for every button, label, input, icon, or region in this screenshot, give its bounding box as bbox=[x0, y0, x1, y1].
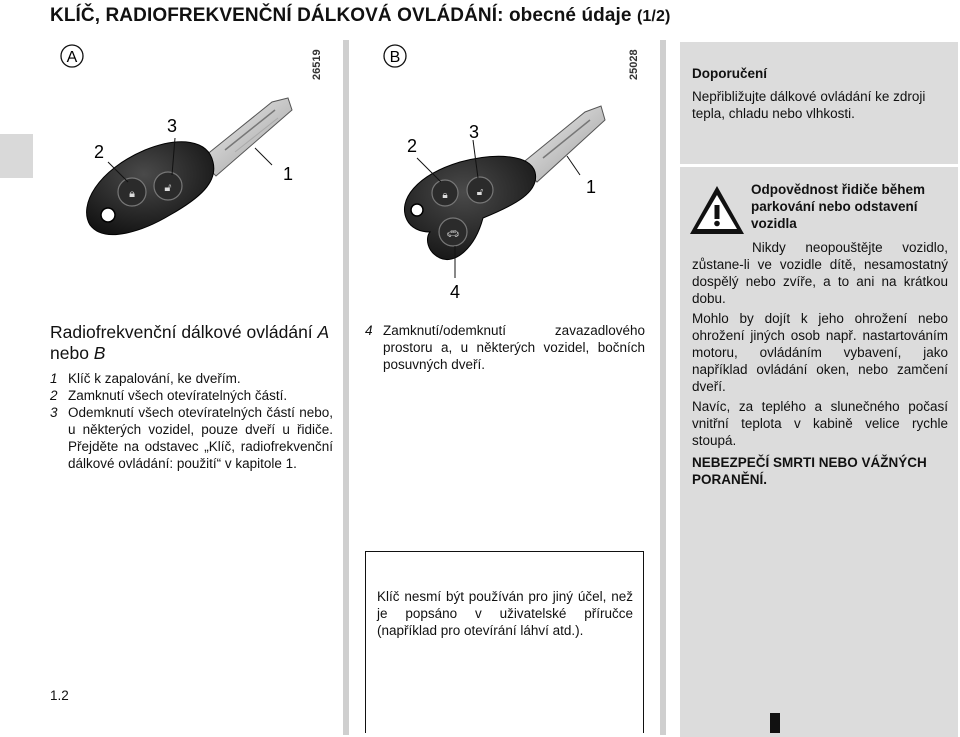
figure-key-a bbox=[50, 40, 350, 305]
figure-letter: B bbox=[389, 49, 401, 66]
list-item bbox=[50, 387, 333, 404]
callout-2: 2 bbox=[406, 136, 418, 156]
page-number: 1.2 bbox=[50, 688, 69, 703]
end-marker bbox=[770, 713, 780, 733]
svg-text:🔒︎: 🔒︎ bbox=[129, 187, 135, 200]
warning-danger: NEBEZPEČÍ SMRTI NEBO VÁŽNÝCH PORANĚNÍ. bbox=[692, 455, 927, 487]
warning-paragraph: Mohlo by dojít k jeho ohrožení nebo ohrožení jiných osob např. nastartováním motoru, ovládáním vybavení, jako například ovládání oken, nebo zamčení dveří. bbox=[692, 311, 948, 394]
heading-letter-a: A bbox=[317, 322, 330, 342]
figure-code: 26519 bbox=[311, 49, 323, 80]
page-of: (1/2) bbox=[636, 8, 671, 25]
legend-list-a bbox=[50, 370, 333, 472]
callout-3: 3 bbox=[468, 122, 480, 142]
item-text: Klíč k zapalování, ke dveřím. bbox=[68, 371, 241, 386]
recommendation-text: Nepřibližujte dálkové ovládání ke zdroji tepla, chladu nebo vlhkosti. bbox=[692, 89, 926, 121]
note-box bbox=[365, 551, 644, 733]
callout-1: 1 bbox=[282, 164, 294, 184]
title-text: KLÍČ, RADIOFREKVENČNÍ DÁLKOVÁ OVLÁDÁNÍ: obecné údaje bbox=[50, 5, 632, 26]
warning-panel bbox=[680, 42, 958, 737]
note-text: Klíč nesmí být používán pro jiný účel, než je popsáno v uživatelské příručce (například pro otevírání láhví atd.). bbox=[377, 589, 633, 638]
legend-list-b bbox=[365, 322, 645, 373]
svg-text:🔓︎: 🔓︎ bbox=[164, 181, 172, 194]
key-ring-hole bbox=[101, 208, 115, 222]
list-item bbox=[50, 370, 333, 387]
page-title bbox=[50, 5, 670, 27]
svg-text:🔓︎: 🔓︎ bbox=[476, 187, 484, 198]
section-tab bbox=[0, 134, 33, 178]
warning-icon bbox=[687, 183, 747, 237]
callout-2: 2 bbox=[93, 142, 105, 162]
heading-text-mid: nebo bbox=[50, 343, 94, 363]
warning-paragraph: Navíc, za teplého a slunečného počasí vnitřní teplota v kabině velice rychle stoupá. bbox=[692, 399, 948, 448]
key-fob-body bbox=[404, 156, 535, 259]
heading-text: Radiofrekvenční dálkové ovládání bbox=[50, 322, 318, 342]
item-number: 4 bbox=[365, 323, 373, 338]
figure-code: 25028 bbox=[628, 49, 640, 80]
callout-1: 1 bbox=[585, 177, 597, 197]
warning-title: Odpovědnost řidiče během parkování nebo odstavení vozidla bbox=[751, 182, 926, 231]
svg-text:🔒︎: 🔒︎ bbox=[442, 190, 448, 201]
recommendation-title: Doporučení bbox=[692, 66, 768, 81]
item-number: 1 bbox=[50, 371, 58, 386]
item-text: Zamknutí všech otevíratelných částí. bbox=[68, 388, 288, 403]
item-text: Odemknutí všech otevíratelných částí nebo, u některých vozidel, pouze dveří u řidiče. Přejděte na odstavec „Klíč, radiofrekvenční dálkové ovládání: použití“ v kapitole 1. bbox=[68, 405, 333, 471]
key-ring-hole bbox=[411, 204, 423, 216]
item-number: 3 bbox=[50, 405, 58, 420]
callout-4: 4 bbox=[449, 282, 461, 302]
item-text: Zamknutí/odemknutí zavazadlového prostoru a, u některých vozidel, bočních posuvných dveří. bbox=[383, 323, 645, 372]
figure-key-b bbox=[365, 40, 665, 305]
item-number: 2 bbox=[50, 388, 58, 403]
figure-letter: A bbox=[66, 49, 78, 66]
callout-3: 3 bbox=[166, 116, 178, 136]
section-heading bbox=[50, 322, 330, 364]
heading-letter-b: B bbox=[93, 343, 106, 363]
list-item bbox=[365, 322, 645, 373]
panel-divider bbox=[680, 164, 958, 167]
list-item bbox=[50, 404, 333, 472]
svg-text:🚗︎: 🚗︎ bbox=[446, 229, 460, 240]
warning-paragraph: Nikdy neopouštějte vozidlo, zůstane-li ve vozidle dítě, nesamostatný dospělý nebo zvíře, a to ani na krátkou dobu. bbox=[692, 240, 948, 306]
